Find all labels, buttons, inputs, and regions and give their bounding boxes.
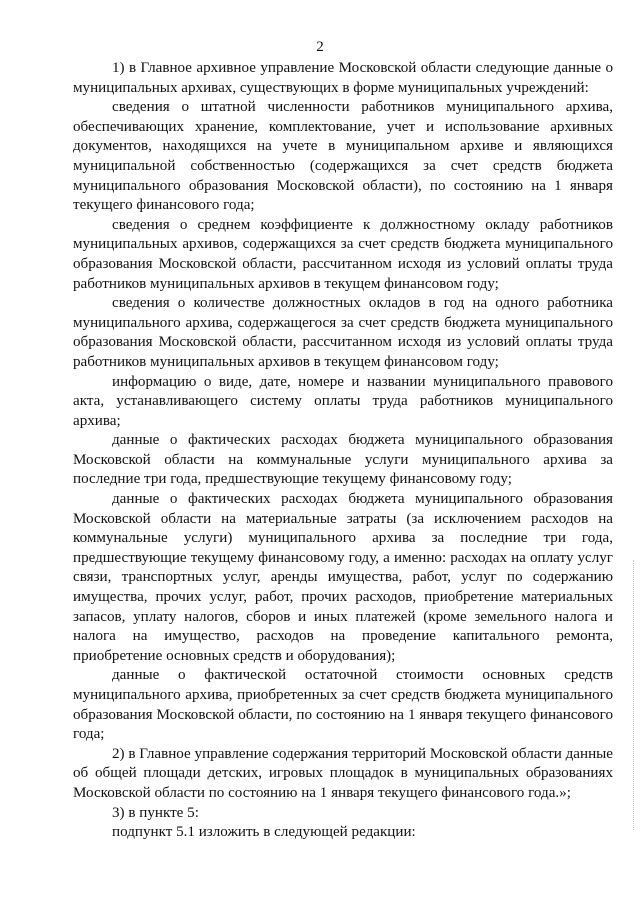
paragraph-residual-value: данные о фактической остаточной стоимости основных средств муниципального архива, приобретенных за счет средств бюджета муниципального образования Московской области, по состоянию на 1 января текущего финансового года; <box>73 667 613 743</box>
page-number: 2 <box>316 39 324 55</box>
scan-margin-mark <box>633 560 636 830</box>
paragraph-item-2-territory-directorate: 2) в Главное управление содержания территорий Московской области данные об общей площади детских, игровых площадок в муниципальных образованиях Московской области по состоянию на 1 января текущего финансового года.»; <box>73 745 613 801</box>
paragraph-utility-expenses: данные о фактических расходах бюджета муниципального образования Московской области на коммунальные услуги муниципального архива за последние три года, предшествующие текущему финансовому году; <box>73 432 613 488</box>
paragraph-staff-count: сведения о штатной численности работников муниципального архива, обеспечивающих хранение, комплектование, учет и использование архивных документов, находящихся на учете в муниципальном архиве и являющихся муниципальной собственностью (содержащихся за счет средств бюджета муниципального образования Московской области), по состоянию на 1 января текущего финансового года; <box>73 99 613 214</box>
paragraph-item-1-archive-directorate: 1) в Главное архивное управление Московской области следующие данные о муниципальных архивах, существующих в форме муниципальных учреждений: <box>73 60 613 96</box>
paragraph-item-3-point-5: 3) в пункте 5: <box>112 804 199 821</box>
paragraph-material-expenses: данные о фактических расходах бюджета муниципального образования Московской области на материальные затраты (за исключением расходов на коммунальные услуги) муниципального архива за последние три года, предшествующие текущему финансовому году, а именно: расходах на оплату услуг связи, транспортных услуг, аренды имущества, работ, услуг по содержанию имущества, прочих услуг, работ, прочих расходов, приобретение материальных запасов, уплату налогов, сборов и иных платежей (кроме земельного налога и налога на имущество, расходов на проведение капитального ремонта, приобретение основных средств и оборудования); <box>73 491 613 664</box>
paragraph-salary-count: сведения о количестве должностных окладов в год на одного работника муниципального архива, содержащегося за счет средств бюджета муниципального образования Московской области, рассчитанном исходя из условий оплаты труда работников муниципальных архивов в текущем финансовом году; <box>73 295 613 370</box>
paragraph-legal-act-info: информацию о виде, дате, номере и названии муниципального правового акта, устанавливающего систему оплаты труда работников муниципального архива; <box>73 373 613 429</box>
paragraph-salary-coefficient: сведения о среднем коэффициенте к должностному окладу работников муниципальных архивов, содержащихся за счет средств бюджета муниципального образования Московской области, рассчитанном исходя из условий оплаты труда работников муниципальных архивов в текущем финансовом году; <box>73 216 613 292</box>
document-body <box>73 59 613 843</box>
paragraph-subpoint-5-1: подпункт 5.1 изложить в следующей редакции: <box>112 824 416 841</box>
